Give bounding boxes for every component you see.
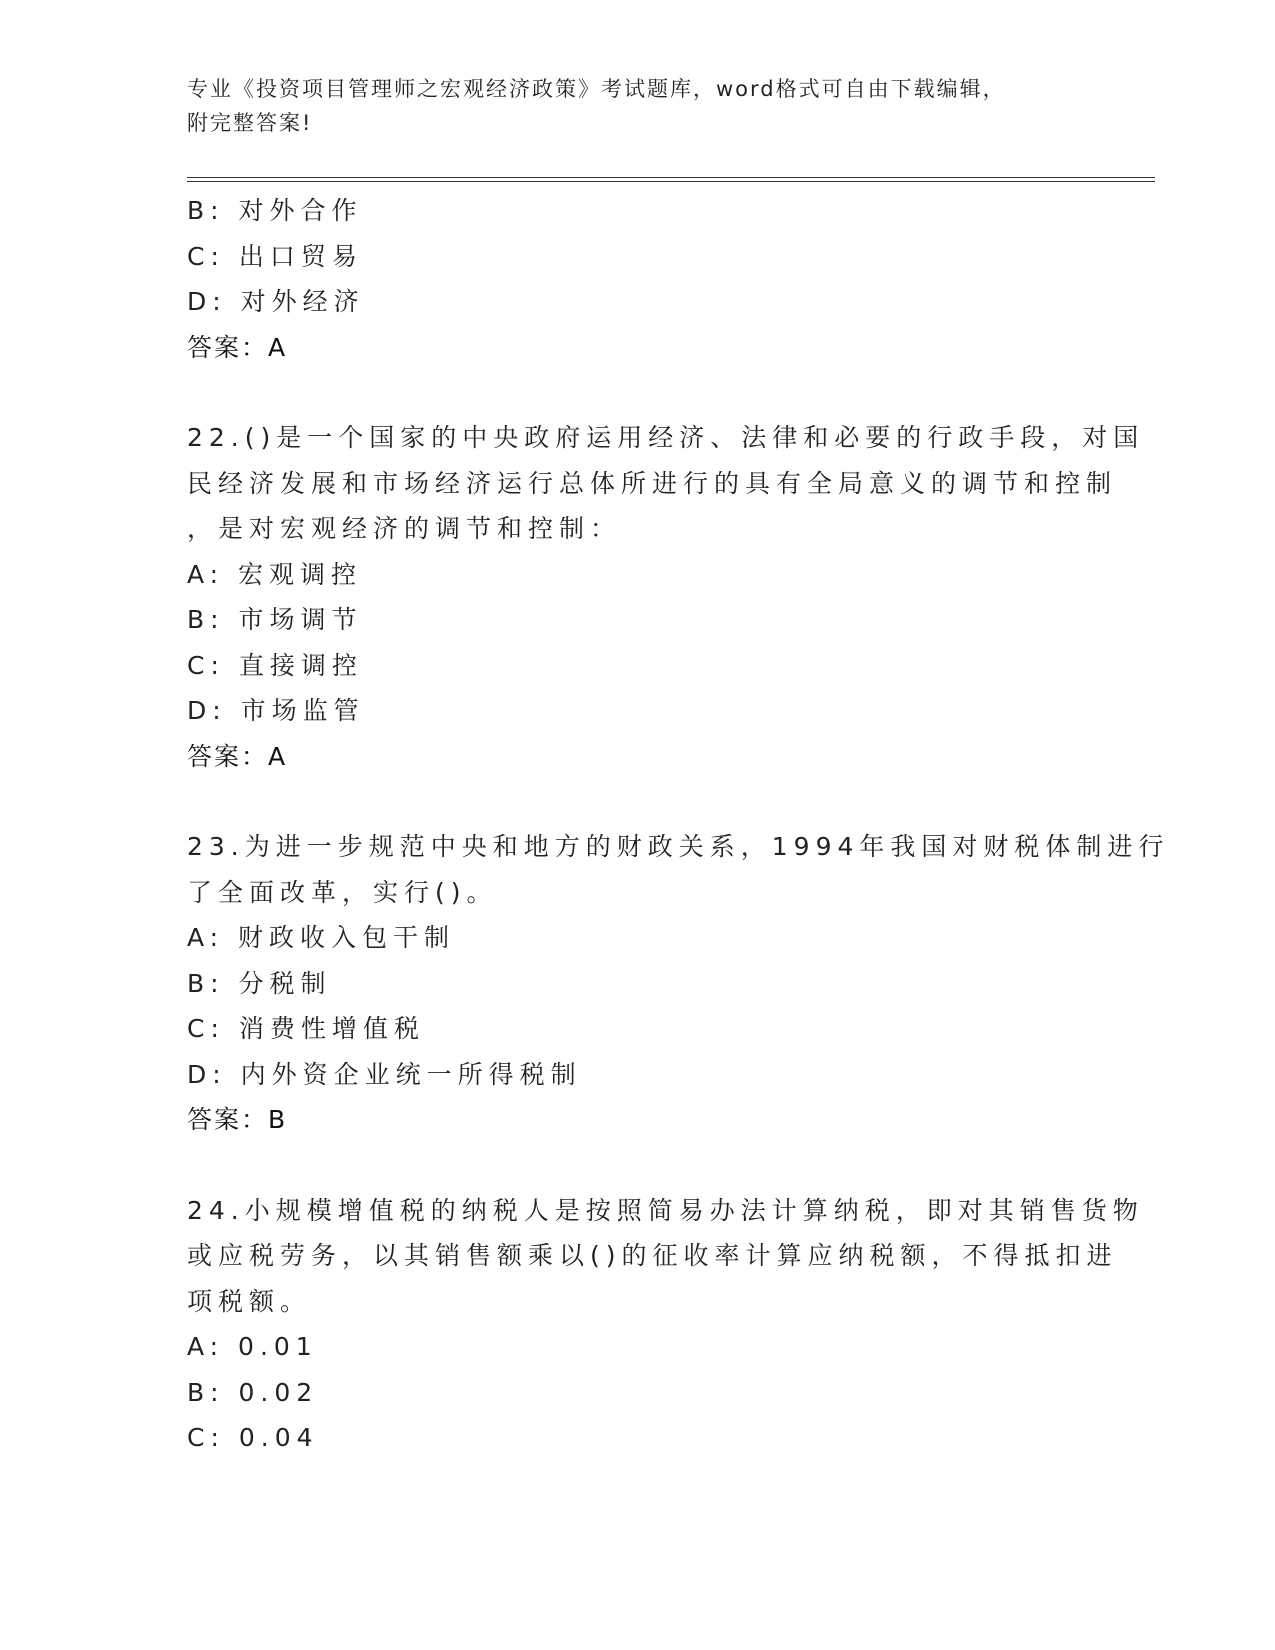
answer-line: 答案：B [187,1105,288,1134]
option-label: C: [187,650,225,680]
option-label: C: [187,1423,225,1452]
option-b [187,961,1097,1007]
option-c [187,1415,1097,1461]
option-label: A: [187,1332,225,1361]
option-c [187,643,1097,689]
question-24 [187,1188,1144,1461]
option-text: 0.04 [238,1423,319,1452]
option-a [187,915,1097,961]
option-c [187,1006,1097,1052]
question-stem-line: 24.小规模增值税的纳税人是按照简易办法计算纳税，即对其销售货物 [187,1195,1144,1225]
question-stem-line: 项税额。 [187,1286,312,1316]
option-text: 0.02 [238,1377,319,1407]
option-label: B: [187,605,225,634]
option-text: 市场监管 [240,696,365,725]
option-b [187,597,1097,643]
option-d [187,279,1097,325]
header-divider [187,177,1155,182]
question-stem-line: 23.为进一步规范中央和地方的财政关系，1994年我国对财税体制进行 [187,832,1170,861]
option-text: 0.01 [238,1332,318,1361]
option-text: 消费性增值税 [238,1014,425,1043]
question-22 [187,415,1145,779]
option-text: 内外资企业统一所得税制 [240,1059,582,1089]
document-header [187,72,1087,140]
option-text: 对外合作 [238,196,363,225]
option-label: A: [187,559,225,589]
option-text: 财政收入包干制 [238,923,456,952]
option-a [187,552,1097,598]
option-text: 直接调控 [238,650,363,680]
option-d [187,688,1097,734]
option-label: B: [187,1377,225,1407]
option-label: B: [187,196,225,225]
option-text: 分税制 [238,968,332,998]
option-label: D: [187,1059,227,1089]
question-21-tail [187,188,1097,370]
option-label: D: [187,287,227,316]
option-label: C: [187,241,225,271]
question-list [187,188,1170,1461]
question-stem-line: 或应税劳务，以其销售额乘以()的征收率计算应纳税额，不得抵扣进 [187,1241,1118,1270]
option-label: B: [187,968,225,998]
spacer [187,370,1097,415]
spacer [187,1143,1097,1188]
question-stem-line: ，是对宏观经济的调节和控制： [187,514,622,543]
answer-line: 答案：A [187,332,288,362]
option-text: 对外经济 [240,287,365,316]
option-text: 出口贸易 [238,241,363,271]
question-stem-line: 了全面改革，实行()。 [187,877,498,907]
answer-line: 答案：A [187,741,288,771]
question-23 [187,824,1170,1143]
option-a [187,1324,1097,1370]
option-label: A: [187,923,225,952]
option-label: D: [187,696,227,725]
option-c [187,234,1097,280]
option-text: 市场调节 [238,605,363,634]
header-line-1: 专业《投资项目管理师之宏观经济政策》考试题库，word格式可自由下载编辑， [187,77,1006,101]
question-stem-line: 22.()是一个国家的中央政府运用经济、法律和必要的行政手段，对国 [187,423,1145,452]
spacer [187,779,1097,824]
option-text: 宏观调控 [238,559,363,589]
option-b [187,1370,1097,1416]
header-line-2: 附完整答案! [187,111,313,135]
option-label: C: [187,1014,225,1043]
option-b [187,188,1097,234]
question-stem-line: 民经济发展和市场经济运行总体所进行的具有全局意义的调节和控制 [187,468,1118,498]
option-d [187,1052,1097,1098]
